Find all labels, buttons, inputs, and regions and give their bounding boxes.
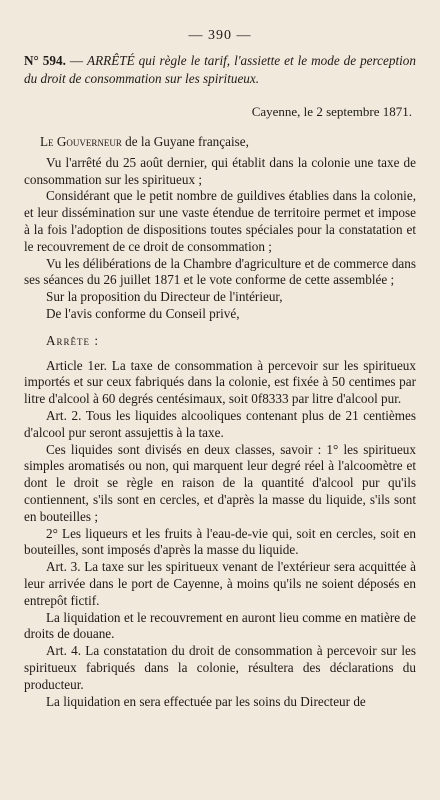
governor-line (24, 134, 416, 151)
article-paragraph: La liquidation en sera effectuée par les soins du Directeur de (46, 693, 366, 709)
preamble-paragraph: Considérant que le petit nombre de guildives établies dans la colonie, et leur dissémination sur une vaste étendue de territoire permet et impose à la fois l'adoption de dispositions toutes spéciales pour la constatation et le recouvrement de ce droit de consommation ; (24, 188, 416, 254)
preamble-paragraph: Vu l'arrêté du 25 août dernier, qui établit dans la colonie une taxe de consommation sur les spiritueux ; (24, 154, 416, 187)
decree-number: N° 594. (24, 53, 66, 68)
governor-rest: de la Guyane française, (121, 134, 249, 149)
preamble-paragraph: Sur la proposition du Directeur de l'intérieur, (46, 289, 283, 305)
heading-dash: — (65, 53, 88, 68)
article-paragraph: 2° Les liqueurs et les fruits à l'eau-de-vie qui, soit en cercles, soit en bouteilles, sont imposés d'après la masse du liquide. (24, 525, 416, 558)
article-paragraph: Art. 2. Tous les liquides alcooliques contenant plus de 21 centièmes d'alcool pur seront assujettis à la taxe. (24, 407, 416, 440)
governor-label: Le Gouverneur (40, 134, 122, 149)
page-number: — 390 — (188, 28, 252, 43)
article-paragraph: Art. 3. La taxe sur les spiritueux venant de l'extérieur sera acquittée à leur arrivée dans le port de Cayenne, à moins qu'ils ne soient déposés en entrepôt fictif. (24, 559, 416, 608)
arrete-label: Arrête : (46, 332, 99, 348)
body-text (24, 134, 416, 710)
decree-title: ARRÊTÉ qui règle le tarif, l'assiette et le mode de perception du droit de consommation sur les spiritueux. (24, 53, 416, 86)
article-paragraph: Article 1er. La taxe de consommation à percevoir sur les spiritueux importés et sur ceux fabriqués dans la colonie, est fixée à 50 centimes par litre d'alcool à 60 degrés centésimaux, soit 0f8333 par litre d'alcool pur. (24, 357, 416, 407)
article-paragraph: Ces liquides sont divisés en deux classes, savoir : 1° les spiritueux simples aromatisés ou non, qui marquent leur degré réel à l'alcoomètre et dont le droit se règle en raison de la quantité d'alcool pur qu'ils contiennent, s'ils sont en cercles, et d'après la masse du liquide, s'ils sont en bouteilles ; (24, 441, 416, 524)
decree-heading (24, 52, 416, 88)
article-paragraph: La liquidation et le recouvrement en auront lieu comme en matière de droits de douane. (24, 609, 416, 642)
preamble-paragraph: De l'avis conforme du Conseil privé, (46, 305, 240, 321)
preamble-paragraph: Vu les délibérations de la Chambre d'agriculture et de commerce dans ses séances du 26 juillet 1871 et le vote conforme de cette assemblée ; (24, 255, 416, 288)
article-paragraph: Art. 4. La constatation du droit de consommation à percevoir sur les spiritueux fabriqués dans la colonie, résultera des déclarations du producteur. (24, 643, 416, 692)
dateline: Cayenne, le 2 septembre 1871. (251, 104, 412, 119)
